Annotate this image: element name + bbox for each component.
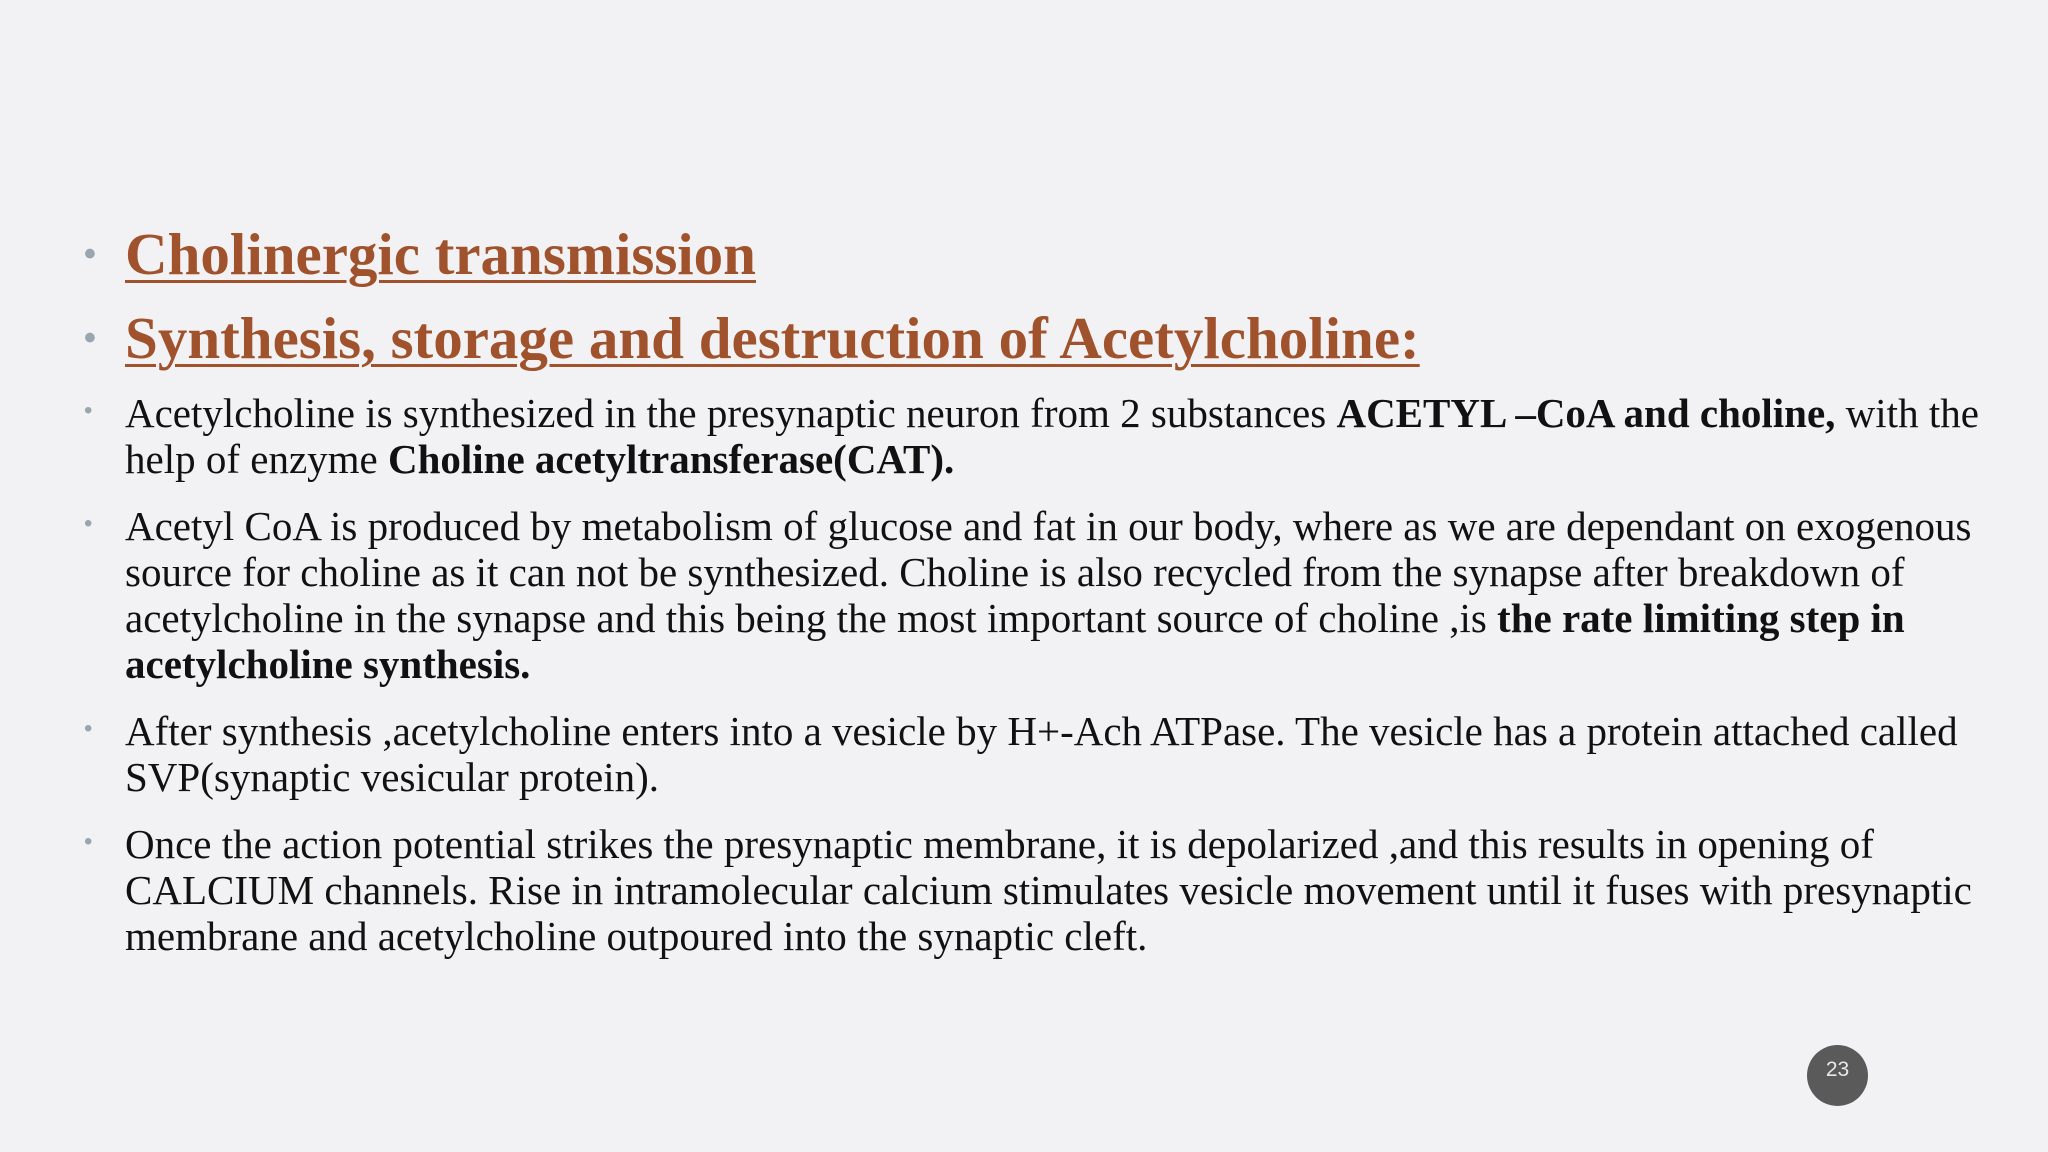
heading-text: Cholinergic transmission <box>125 221 756 287</box>
heading-cholinergic-transmission <box>84 212 1984 296</box>
bullet-bold-text: ACETYL –CoA and choline, <box>1336 390 1836 436</box>
bullet-text: Acetylcholine is synthesized in the presynaptic neuron from 2 substances <box>125 390 1337 436</box>
bullet-icon: • <box>84 510 93 537</box>
bullet-bold-text: the rate limiting step in acetylcholine synthesis. <box>125 595 1905 687</box>
bullet-text: Once the action potential strikes the presynaptic membrane, it is depolarized ,and this results in opening of CALCIUM channels. Rise in intramolecular calcium stimulates vesicle movement until it fuses with presynaptic membrane and acetylcholine outpoured into the synaptic cleft. <box>125 821 1972 959</box>
bullet-text: Acetyl CoA is produced by metabolism of glucose and fat in our body, where as we are dependant on exogenous source for choline as it can not be synthesized. Choline is also recycled from the synapse after breakdown of acetylcholine in the synapse and this being the most important source of choline ,is <box>125 503 1972 641</box>
bullet-action-potential-release <box>84 821 1984 959</box>
bullet-acetylcholine-synthesis <box>84 390 1984 482</box>
slide-content <box>84 212 1984 959</box>
bullet-acetyl-coa-source <box>84 503 1984 687</box>
bullet-icon: • <box>84 828 93 855</box>
bullet-icon: • <box>84 319 96 357</box>
slide-number-badge: 23 <box>1807 1045 1868 1106</box>
bullet-bold-text: Choline acetyltransferase(CAT). <box>387 436 955 482</box>
bullet-text: with the help of enzyme <box>125 390 1979 482</box>
bullet-vesicle-storage <box>84 708 1984 800</box>
heading-text: Synthesis, storage and destruction of Acetylcholine: <box>125 305 1420 371</box>
bullet-icon: • <box>84 397 93 424</box>
bullet-text: After synthesis ,acetylcholine enters into a vesicle by H+-Ach ATPase. The vesicle has a protein attached called SVP(synaptic vesicular protein). <box>125 708 1958 800</box>
bullet-icon: • <box>84 715 93 742</box>
heading-synthesis-storage-destruction <box>84 296 1984 380</box>
bullet-icon: • <box>84 235 96 273</box>
